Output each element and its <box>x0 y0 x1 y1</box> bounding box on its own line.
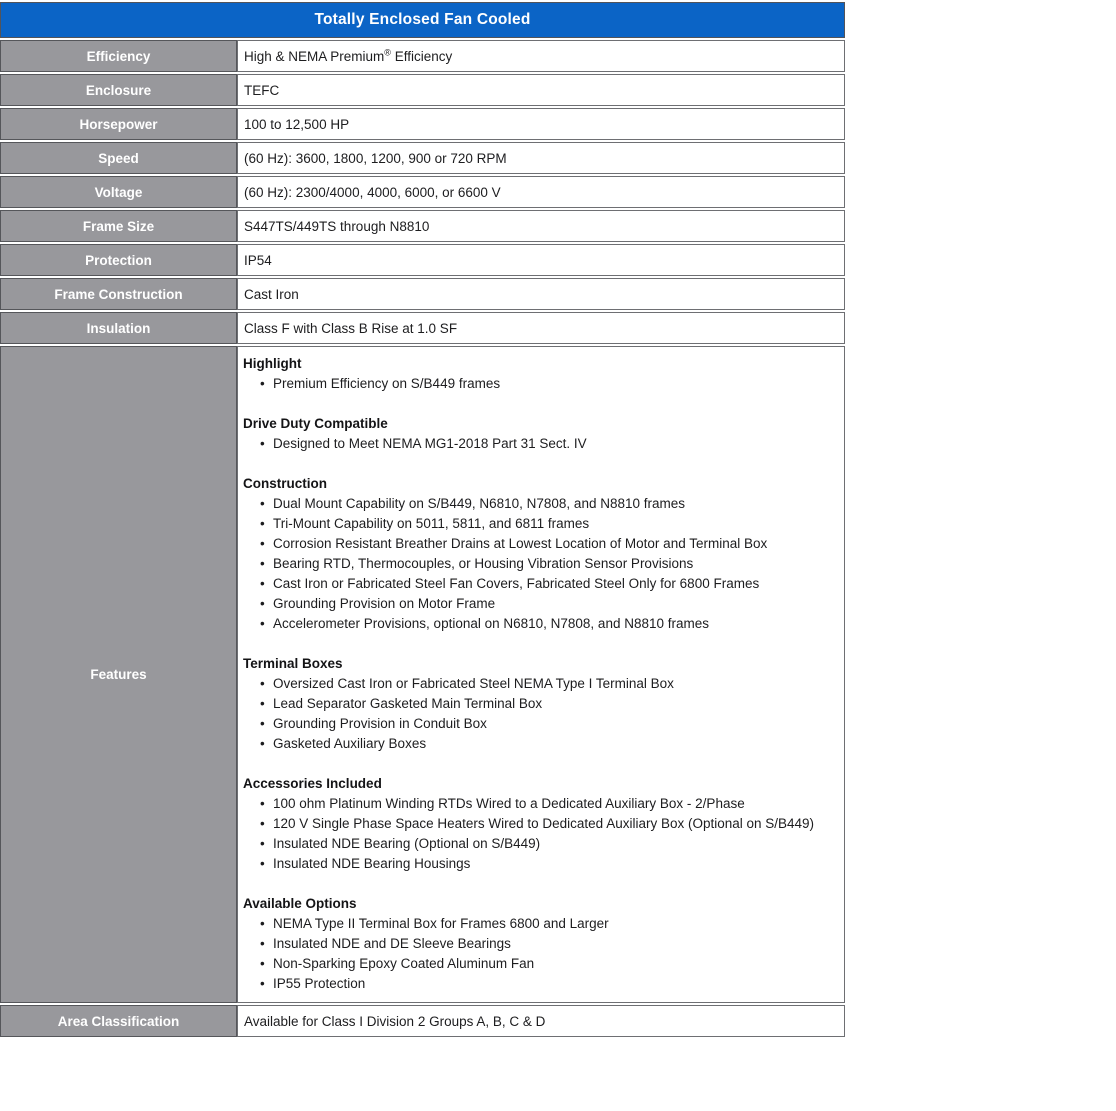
table-row <box>0 176 845 208</box>
spec-label-frame-construction: Frame Construction <box>0 278 237 310</box>
spec-label-frame-size: Frame Size <box>0 210 237 242</box>
feature-item: • Designed to Meet NEMA MG1-2018 Part 31 Sect. IV <box>273 434 836 454</box>
table-title: Totally Enclosed Fan Cooled <box>0 2 845 38</box>
feature-section-terminal-boxes <box>243 654 836 754</box>
spec-value-frame-construction: Cast Iron <box>237 278 845 310</box>
spec-label-voltage: Voltage <box>0 176 237 208</box>
table-row <box>0 312 845 344</box>
feature-item: • Grounding Provision on Motor Frame <box>273 594 836 614</box>
feature-section-available-options <box>243 894 836 994</box>
feature-list <box>243 794 836 874</box>
value-text: High & NEMA Premium <box>244 48 385 64</box>
feature-section-title: Highlight <box>243 356 302 371</box>
table-row <box>0 1005 845 1037</box>
table-row <box>0 108 845 140</box>
feature-item: • Bearing RTD, Thermocouples, or Housing Vibration Sensor Provisions <box>273 554 836 574</box>
feature-item: • Insulated NDE Bearing (Optional on S/B449) <box>273 834 836 854</box>
feature-item: • Corrosion Resistant Breather Drains at Lowest Location of Motor and Terminal Box <box>273 534 836 554</box>
spec-value-features <box>237 346 845 1003</box>
spec-value-horsepower: 100 to 12,500 HP <box>237 108 845 140</box>
feature-item: • Insulated NDE and DE Sleeve Bearings <box>273 934 836 954</box>
spec-label-enclosure: Enclosure <box>0 74 237 106</box>
feature-section-construction <box>243 474 836 634</box>
features-row <box>0 346 845 1003</box>
feature-item: • 120 V Single Phase Space Heaters Wired to Dedicated Auxiliary Box (Optional on S/B449) <box>273 814 836 834</box>
feature-item: • Tri-Mount Capability on 5011, 5811, and 6811 frames <box>273 514 836 534</box>
spec-value-area-classification: Available for Class I Division 2 Groups A, B, C & D <box>237 1005 845 1037</box>
feature-list <box>243 914 836 994</box>
feature-item: • Oversized Cast Iron or Fabricated Steel NEMA Type I Terminal Box <box>273 674 836 694</box>
feature-list <box>243 494 836 634</box>
feature-item: • Insulated NDE Bearing Housings <box>273 854 836 874</box>
spec-value-speed: (60 Hz): 3600, 1800, 1200, 900 or 720 RPM <box>237 142 845 174</box>
feature-item: • Accelerometer Provisions, optional on N6810, N7808, and N8810 frames <box>273 614 836 634</box>
feature-item: • Gasketed Auxiliary Boxes <box>273 734 836 754</box>
table-row <box>0 210 845 242</box>
spec-value-enclosure: TEFC <box>237 74 845 106</box>
feature-item: • Grounding Provision in Conduit Box <box>273 714 836 734</box>
spec-value-insulation: Class F with Class B Rise at 1.0 SF <box>237 312 845 344</box>
feature-list <box>243 374 836 394</box>
feature-item: • Lead Separator Gasketed Main Terminal Box <box>273 694 836 714</box>
value-text: Efficiency <box>390 48 453 64</box>
spec-value-efficiency <box>237 40 845 72</box>
feature-list <box>243 674 836 754</box>
spec-value-voltage: (60 Hz): 2300/4000, 4000, 6000, or 6600 V <box>237 176 845 208</box>
feature-section-title: Accessories Included <box>243 776 382 791</box>
feature-section-title: Construction <box>243 476 327 491</box>
feature-list <box>243 434 836 454</box>
feature-item: • NEMA Type II Terminal Box for Frames 6800 and Larger <box>273 914 836 934</box>
spec-label-features: Features <box>0 346 237 1003</box>
feature-section-highlight <box>243 354 836 394</box>
table-row <box>0 278 845 310</box>
spec-label-horsepower: Horsepower <box>0 108 237 140</box>
spec-value-frame-size: S447TS/449TS through N8810 <box>237 210 845 242</box>
feature-section-accessories <box>243 774 836 874</box>
feature-section-title: Terminal Boxes <box>243 656 343 671</box>
table-header-row <box>0 2 845 38</box>
spec-label-insulation: Insulation <box>0 312 237 344</box>
feature-item: • Premium Efficiency on S/B449 frames <box>273 374 836 394</box>
table-row <box>0 40 845 72</box>
feature-item: • 100 ohm Platinum Winding RTDs Wired to a Dedicated Auxiliary Box - 2/Phase <box>273 794 836 814</box>
feature-item: • Dual Mount Capability on S/B449, N6810, N7808, and N8810 frames <box>273 494 836 514</box>
table-row <box>0 142 845 174</box>
spec-label-area-classification: Area Classification <box>0 1005 237 1037</box>
table-row <box>0 74 845 106</box>
feature-item: • Cast Iron or Fabricated Steel Fan Covers, Fabricated Steel Only for 6800 Frames <box>273 574 836 594</box>
spec-label-efficiency: Efficiency <box>0 40 237 72</box>
spec-label-speed: Speed <box>0 142 237 174</box>
feature-item: • Non-Sparking Epoxy Coated Aluminum Fan <box>273 954 836 974</box>
table-row <box>0 244 845 276</box>
spec-label-protection: Protection <box>0 244 237 276</box>
registered-trademark: ® <box>384 47 391 57</box>
feature-item: • IP55 Protection <box>273 974 836 994</box>
spec-value-protection: IP54 <box>237 244 845 276</box>
feature-section-title: Drive Duty Compatible <box>243 416 388 431</box>
feature-section-title: Available Options <box>243 896 357 911</box>
feature-section-drive-duty <box>243 414 836 454</box>
